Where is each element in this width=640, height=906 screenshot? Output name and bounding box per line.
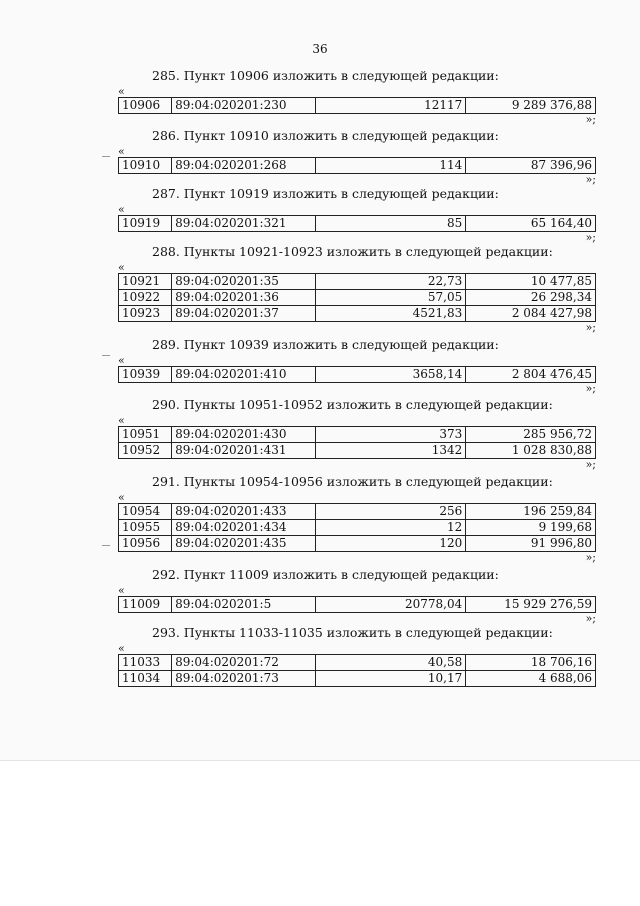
cadastral-number-cell: 89:04:020201:37 xyxy=(172,306,316,322)
table-row xyxy=(119,158,596,174)
item-number-cell: 10923 xyxy=(119,306,172,322)
section-heading: 285. Пункт 10906 изложить в следующей редакции: xyxy=(152,68,499,83)
value-cell: 285 956,72 xyxy=(466,427,596,443)
open-quote: « xyxy=(118,642,125,655)
table-row xyxy=(119,216,596,232)
section-heading: 290. Пункты 10951-10952 изложить в следующей редакции: xyxy=(152,397,553,412)
table-row xyxy=(119,655,596,671)
cadastral-number-cell: 89:04:020201:433 xyxy=(172,504,316,520)
area-cell: 114 xyxy=(316,158,466,174)
amendment-table xyxy=(118,596,596,613)
value-cell: 18 706,16 xyxy=(466,655,596,671)
amendment-section xyxy=(118,244,596,334)
close-quote: »; xyxy=(585,231,596,244)
table-row xyxy=(119,504,596,520)
close-quote: »; xyxy=(585,173,596,186)
item-number-cell: 10952 xyxy=(119,443,172,459)
amendment-section xyxy=(118,68,596,126)
open-quote: « xyxy=(118,414,125,427)
cadastral-number-cell: 89:04:020201:434 xyxy=(172,520,316,536)
item-number-cell: 10921 xyxy=(119,274,172,290)
table-row xyxy=(119,520,596,536)
cadastral-number-cell: 89:04:020201:431 xyxy=(172,443,316,459)
value-cell: 15 929 276,59 xyxy=(466,597,596,613)
close-quote: »; xyxy=(585,321,596,334)
close-quote: »; xyxy=(585,113,596,126)
open-quote: « xyxy=(118,145,125,158)
amendment-table xyxy=(118,157,596,174)
value-cell: 9 199,68 xyxy=(466,520,596,536)
open-quote: « xyxy=(118,491,125,504)
table-row xyxy=(119,536,596,552)
table-row xyxy=(119,671,596,687)
cadastral-number-cell: 89:04:020201:321 xyxy=(172,216,316,232)
amendment-table xyxy=(118,426,596,459)
cadastral-number-cell: 89:04:020201:72 xyxy=(172,655,316,671)
section-heading: 287. Пункт 10919 изложить в следующей редакции: xyxy=(152,186,499,201)
area-cell: 1342 xyxy=(316,443,466,459)
close-quote: »; xyxy=(585,612,596,625)
area-cell: 256 xyxy=(316,504,466,520)
table-row xyxy=(119,306,596,322)
value-cell: 26 298,34 xyxy=(466,290,596,306)
section-heading: 292. Пункт 11009 изложить в следующей редакции: xyxy=(152,567,499,582)
item-number-cell: 10956 xyxy=(119,536,172,552)
area-cell: 12117 xyxy=(316,98,466,114)
open-quote: « xyxy=(118,203,125,216)
cadastral-number-cell: 89:04:020201:410 xyxy=(172,367,316,383)
value-cell: 9 289 376,88 xyxy=(466,98,596,114)
cadastral-number-cell: 89:04:020201:36 xyxy=(172,290,316,306)
area-cell: 3658,14 xyxy=(316,367,466,383)
item-number-cell: 11009 xyxy=(119,597,172,613)
area-cell: 85 xyxy=(316,216,466,232)
value-cell: 196 259,84 xyxy=(466,504,596,520)
section-heading: 286. Пункт 10910 изложить в следующей редакции: xyxy=(152,128,499,143)
open-quote: « xyxy=(118,85,125,98)
value-cell: 2 804 476,45 xyxy=(466,367,596,383)
scan-mark xyxy=(102,545,110,546)
item-number-cell: 10922 xyxy=(119,290,172,306)
value-cell: 2 084 427,98 xyxy=(466,306,596,322)
section-heading: 293. Пункты 11033-11035 изложить в следующей редакции: xyxy=(152,625,553,640)
item-number-cell: 10951 xyxy=(119,427,172,443)
amendment-table xyxy=(118,215,596,232)
cadastral-number-cell: 89:04:020201:35 xyxy=(172,274,316,290)
scan-mark xyxy=(102,156,110,157)
amendment-section xyxy=(118,186,596,244)
open-quote: « xyxy=(118,584,125,597)
item-number-cell: 10939 xyxy=(119,367,172,383)
table-row xyxy=(119,443,596,459)
area-cell: 40,58 xyxy=(316,655,466,671)
amendment-table xyxy=(118,366,596,383)
table-row xyxy=(119,427,596,443)
amendment-table xyxy=(118,503,596,552)
amendment-section xyxy=(118,397,596,471)
area-cell: 10,17 xyxy=(316,671,466,687)
cadastral-number-cell: 89:04:020201:430 xyxy=(172,427,316,443)
amendment-section xyxy=(118,474,596,564)
blank-area xyxy=(0,760,640,906)
table-row xyxy=(119,597,596,613)
value-cell: 87 396,96 xyxy=(466,158,596,174)
area-cell: 22,73 xyxy=(316,274,466,290)
area-cell: 12 xyxy=(316,520,466,536)
table-row xyxy=(119,274,596,290)
item-number-cell: 11033 xyxy=(119,655,172,671)
section-heading: 289. Пункт 10939 изложить в следующей редакции: xyxy=(152,337,499,352)
amendment-section xyxy=(118,128,596,186)
close-quote: »; xyxy=(585,551,596,564)
item-number-cell: 10954 xyxy=(119,504,172,520)
item-number-cell: 10955 xyxy=(119,520,172,536)
close-quote: »; xyxy=(585,458,596,471)
close-quote: »; xyxy=(585,382,596,395)
cadastral-number-cell: 89:04:020201:230 xyxy=(172,98,316,114)
table-row xyxy=(119,367,596,383)
item-number-cell: 11034 xyxy=(119,671,172,687)
value-cell: 1 028 830,88 xyxy=(466,443,596,459)
value-cell: 91 996,80 xyxy=(466,536,596,552)
area-cell: 20778,04 xyxy=(316,597,466,613)
amendment-section xyxy=(118,567,596,625)
amendment-table xyxy=(118,97,596,114)
cadastral-number-cell: 89:04:020201:5 xyxy=(172,597,316,613)
value-cell: 10 477,85 xyxy=(466,274,596,290)
scan-mark xyxy=(102,355,110,356)
item-number-cell: 10910 xyxy=(119,158,172,174)
area-cell: 57,05 xyxy=(316,290,466,306)
section-heading: 288. Пункты 10921-10923 изложить в следующей редакции: xyxy=(152,244,553,259)
area-cell: 373 xyxy=(316,427,466,443)
amendment-section xyxy=(118,625,596,687)
cadastral-number-cell: 89:04:020201:268 xyxy=(172,158,316,174)
item-number-cell: 10919 xyxy=(119,216,172,232)
amendment-table xyxy=(118,273,596,322)
value-cell: 65 164,40 xyxy=(466,216,596,232)
amendment-table xyxy=(118,654,596,687)
section-heading: 291. Пункты 10954-10956 изложить в следующей редакции: xyxy=(152,474,553,489)
item-number-cell: 10906 xyxy=(119,98,172,114)
amendment-section xyxy=(118,337,596,395)
value-cell: 4 688,06 xyxy=(466,671,596,687)
open-quote: « xyxy=(118,261,125,274)
area-cell: 120 xyxy=(316,536,466,552)
area-cell: 4521,83 xyxy=(316,306,466,322)
open-quote: « xyxy=(118,354,125,367)
page-number: 36 xyxy=(312,42,328,56)
cadastral-number-cell: 89:04:020201:435 xyxy=(172,536,316,552)
table-row xyxy=(119,290,596,306)
table-row xyxy=(119,98,596,114)
cadastral-number-cell: 89:04:020201:73 xyxy=(172,671,316,687)
